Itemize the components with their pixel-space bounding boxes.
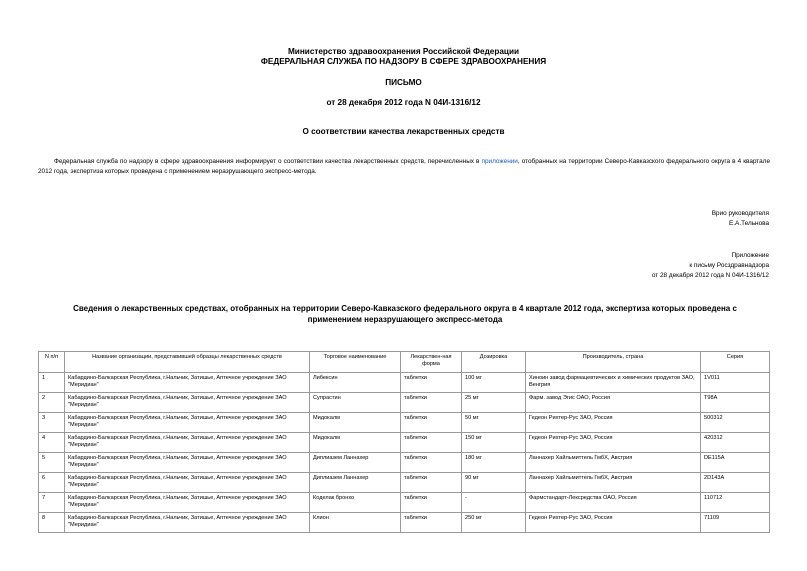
table-cell: Кабардино-Балкарская Республика, г.Нальчик, Затишье, Аптечное учреждение ЗАО "Меридиан"	[65, 453, 310, 473]
table-cell: 150 мг	[462, 433, 526, 453]
table-cell: Гедеон Рихтер-Рус ЗАО, Россия	[526, 433, 701, 453]
table-cell: Ланнахер Хайльмиттель ГмбХ, Австрия	[526, 473, 701, 493]
table-title: Сведения о лекарственных средствах, отобранных на территории Северо-Кавказского федерального округа в 4 квартале 2012 года, экспертиза которых проведена с применением неразрушающего экспресс-метода	[73, 304, 737, 324]
table-cell: таблетки	[401, 453, 462, 473]
table-row	[39, 373, 770, 393]
column-header: Производитель, страна	[526, 352, 701, 373]
table-cell: -	[462, 493, 526, 513]
medicines-table	[38, 351, 770, 533]
table-cell: 110712	[701, 493, 770, 513]
table-cell: таблетки	[401, 513, 462, 533]
table-cell: 5	[39, 453, 65, 473]
table-cell: Коделак бронхо	[310, 493, 401, 513]
body-text-after-link: , отобранных на территории Северо-Кавказского федерального округа в 4 квартале 2012 года, экспертиза которых проведена с применением неразрушающего экспресс-метода.	[38, 158, 770, 175]
table-cell: 180 мг	[462, 453, 526, 473]
table-row	[39, 453, 770, 473]
table-cell: Диплиазем Ланнахер	[310, 473, 401, 493]
table-cell: Мидокалм	[310, 413, 401, 433]
table-cell: Мидокалм	[310, 433, 401, 453]
column-header: Название организации, представившей образцы лекарственных средств	[65, 352, 310, 373]
table-cell: 1V011	[701, 373, 770, 393]
table-cell: Фарм. завод Эгис ОАО, Россия	[526, 393, 701, 413]
table-cell: Клион	[310, 513, 401, 533]
table-cell: Кабардино-Балкарская Республика, г.Нальчик, Затишье, Аптечное учреждение ЗАО "Меридиан"	[65, 373, 310, 393]
table-cell: Фармстандарт-Лексредства ОАО, Россия	[526, 493, 701, 513]
table-cell: Кабардино-Балкарская Республика, г.Нальчик, Затишье, Аптечное учреждение ЗАО "Меридиан"	[65, 473, 310, 493]
column-header: Серия	[701, 352, 770, 373]
table-row	[39, 513, 770, 533]
column-header: Дозировка	[462, 352, 526, 373]
table-cell: DE115A	[701, 453, 770, 473]
table-cell: Кабардино-Балкарская Республика, г.Нальчик, Затишье, Аптечное учреждение ЗАО "Меридиан"	[65, 493, 310, 513]
table-cell: 71109	[701, 513, 770, 533]
table-cell: Либексин	[310, 373, 401, 393]
body-paragraph	[38, 157, 770, 177]
table-cell: Гедеон Рихтер-Рус ЗАО, Россия	[526, 513, 701, 533]
table-cell: Кабардино-Балкарская Республика, г.Нальчик, Затишье, Аптечное учреждение ЗАО "Меридиан"	[65, 393, 310, 413]
signature-position: Врио руководителя	[711, 210, 769, 217]
signature-name: Е.А.Тельнова	[729, 220, 769, 227]
table-cell: 2D143A	[701, 473, 770, 493]
table-cell: 4	[39, 433, 65, 453]
table-cell: 100 мг	[462, 373, 526, 393]
ministry-name: Министерство здравоохранения Российской Федерации	[287, 47, 520, 56]
column-header: N п/п	[39, 352, 65, 373]
appendix-link[interactable]: приложении	[481, 158, 518, 165]
table-header-row	[39, 352, 770, 373]
table-cell: 3	[39, 413, 65, 433]
table-cell: 250 мг	[462, 513, 526, 533]
table-cell: Гедеон Рихтер-Рус ЗАО, Россия	[526, 413, 701, 433]
table-row	[39, 493, 770, 513]
document-type: ПИСЬМО	[385, 78, 422, 87]
table-cell: Диплиазем Ланнахер	[310, 453, 401, 473]
table-cell: 500312	[701, 413, 770, 433]
table-cell: таблетки	[401, 473, 462, 493]
table-cell: таблетки	[401, 393, 462, 413]
table-cell: таблетки	[401, 433, 462, 453]
column-header: Лекарствен-ная форма	[401, 352, 462, 373]
table-cell: 50 мг	[462, 413, 526, 433]
table-cell: Ланнахер Хайльмиттель ГмбХ, Австрия	[526, 453, 701, 473]
table-cell: таблетки	[401, 373, 462, 393]
appendix-label: Приложение	[731, 252, 769, 259]
table-cell: Супрастин	[310, 393, 401, 413]
table-row	[39, 473, 770, 493]
table-cell: 2	[39, 393, 65, 413]
table-row	[39, 433, 770, 453]
table-cell: 6	[39, 473, 65, 493]
appendix-to-letter: к письму Росздравнадзора	[689, 262, 769, 269]
table-row	[39, 393, 770, 413]
appendix-block	[652, 251, 769, 281]
column-header: Торговое наименование	[310, 352, 401, 373]
table-cell: 420312	[701, 433, 770, 453]
service-name: ФЕДЕРАЛЬНАЯ СЛУЖБА ПО НАДЗОРУ В СФЕРЕ ЗДРАВООХРАНЕНИЯ	[260, 57, 547, 66]
table-cell: T98A	[701, 393, 770, 413]
table-cell: 1	[39, 373, 65, 393]
table-cell: таблетки	[401, 413, 462, 433]
table-row	[39, 413, 770, 433]
document-subject: О соответствии качества лекарственных средств	[302, 127, 505, 136]
body-text-before-link: Федеральная служба по надзору в сфере здравоохранения информирует о соответствии качества лекарственных средств, перечисленных в	[54, 158, 482, 165]
table-cell: 7	[39, 493, 65, 513]
table-cell: таблетки	[401, 493, 462, 513]
table-cell: Хиноин завод фармацевтических и химических продуктов ЗАО, Венгрия	[526, 373, 701, 393]
table-cell: Кабардино-Балкарская Республика, г.Нальчик, Затишье, Аптечное учреждение ЗАО "Меридиан"	[65, 513, 310, 533]
table-cell: 25 мг	[462, 393, 526, 413]
table-cell: Кабардино-Балкарская Республика, г.Нальчик, Затишье, Аптечное учреждение ЗАО "Меридиан"	[65, 433, 310, 453]
table-cell: Кабардино-Балкарская Республика, г.Нальчик, Затишье, Аптечное учреждение ЗАО "Меридиан"	[65, 413, 310, 433]
table-cell: 90 мг	[462, 473, 526, 493]
signature-block	[712, 209, 769, 229]
table-cell: 8	[39, 513, 65, 533]
document-date-number: от 28 декабря 2012 года N 04И-1316/12	[326, 98, 481, 107]
appendix-date-number: от 28 декабря 2012 года N 04И-1316/12	[651, 272, 769, 279]
